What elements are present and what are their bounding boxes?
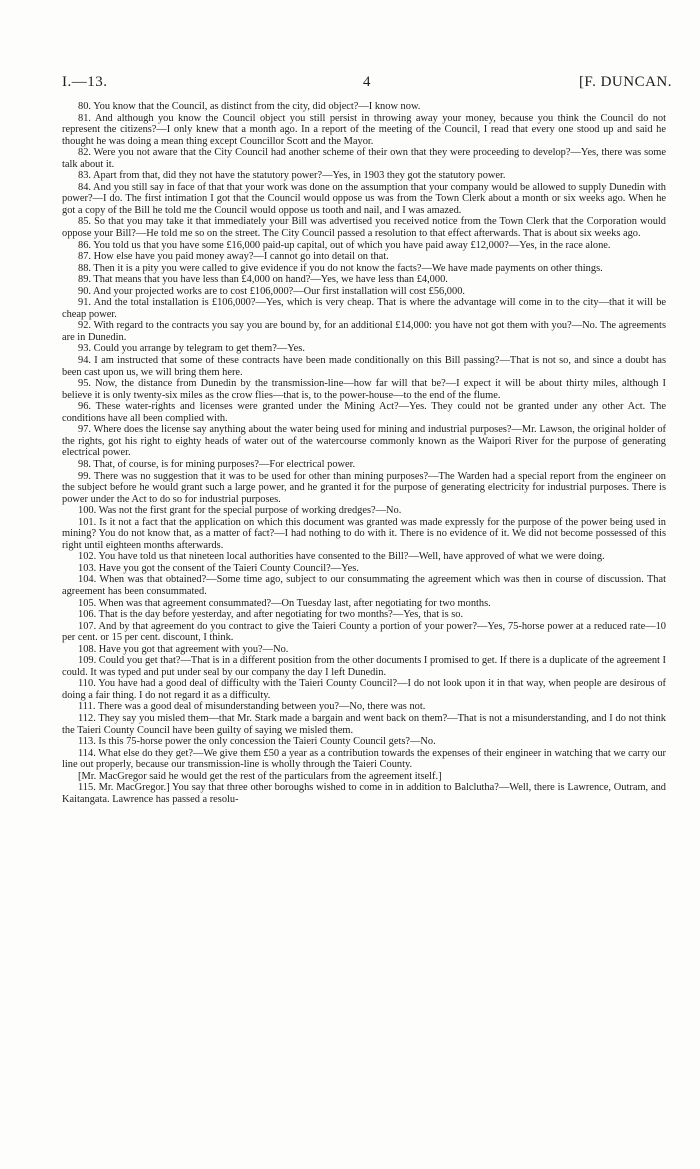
question-81: 81. And although you know the Council object you still persist in throwing away your money, because you think the Council do not represent the citizens?—I only knew that a month ago. In a report of the meeting of the Council, I read that every one stood up and said he thought he was doing a mean thing except Councillor Scott and the Mayor.: [62, 112, 666, 147]
question-86: 86. You told us that you have some £16,000 paid-up capital, out of which you have paid away £12,000?—Yes, in the race alone.: [78, 239, 611, 251]
question-96: 96. These water-rights and licenses were granted under the Mining Act?—Yes. They could not be granted under any other Act. The conditions have all been complied with.: [62, 401, 666, 424]
question-111: 111. There was a good deal of misunderstanding between you?—No, there was not.: [78, 701, 426, 713]
question-99: 99. There was no suggestion that it was to be used for other than mining purposes?—The Warden had a special report from the engineer on the subject before he would grant such a large power, and he granted it for the purpose of generating electricity for industrial purposes. There is power under the Act to do so for industrial purposes.: [62, 470, 666, 505]
page-number: 4: [363, 74, 371, 90]
question-114: 114. What else do they get?—We give them £50 a year as a contribution towards the expenses of their engineer in watching that we carry our line out properly, because our transmission-line is wholly through the Taieri County.: [62, 747, 666, 771]
question-113: 113. Is this 75-horse power the only concession the Taieri County Council gets?—No.: [78, 736, 436, 748]
question-104: 104. When was that obtained?—Some time ago, subject to our consummating the agreement which was then in course of discussion. That agreement has been consummated.: [62, 574, 666, 597]
bracketed-note: [Mr. MacGregor said he would get the rest of the particulars from the agreement itself.]: [78, 770, 442, 782]
question-83: 83. Apart from that, did they not have the statutory power?—Yes, in 1903 they got the statutory power.: [78, 170, 506, 182]
question-84: 84. And you still say in face of that that your work was done on the assumption that your company would be allowed to supply Dunedin with power?—I do. The first intimation I got that the Council would oppose us was from the Town Clerk about a month or six weeks ago. When he got a copy of the Bill he told me the Council would oppose us tooth and nail, and I was amazed.: [62, 181, 666, 216]
question-109: 109. Could you get that?—That is in a different position from the other documents I promised to get. If there is a duplicate of the agreement I could. It was typed and put under seal by our company the day I left Dunedin.: [62, 655, 666, 678]
testimony-text: [62, 101, 666, 805]
question-106: 106. That is the day before yesterday, and after negotiating for two months?—Yes, that is so.: [78, 609, 464, 621]
question-89: 89. That means that you have less than £4,000 on hand?—Yes, we have less than £4,000.: [78, 274, 448, 286]
question-97: 97. Where does the license say anything about the water being used for mining and industrial purposes?—Mr. Lawson, the original holder of the rights, got his right to eighty heads of water out of the watercourse commonly known as the Waipori River for the purpose of generating electrical power.: [62, 424, 666, 459]
question-88: 88. Then it is a pity you were called to give evidence if you do not know the facts?—We have made payments on other things.: [78, 262, 603, 274]
question-105: 105. When was that agreement consummated?—On Tuesday last, after negotiating for two months.: [78, 597, 491, 609]
witness-name: [F. DUNCAN.: [578, 74, 672, 90]
question-85: 85. So that you may take it that immediately your Bill was advertised you received notice from the Town Clerk that the Corporation would oppose your Bill?—He told me so on the street. The City Council passed a resolution to that effect afterwards. That is about six weeks ago.: [62, 216, 666, 240]
question-92: 92. With regard to the contracts you say you are bound by, for an additional £14,000: you have not got them with you?—No. The agreements are in Dunedin.: [62, 320, 666, 343]
question-82: 82. Were you not aware that the City Council had another scheme of their own that they were proceeding to develop?—Yes, there was some talk about it.: [62, 147, 666, 170]
question-102: 102. You have told us that nineteen local authorities have consented to the Bill?—Well, have approved of what we were doing.: [78, 551, 605, 563]
question-80: 80. You know that the Council, as distinct from the city, did object?—I know now.: [78, 101, 421, 112]
question-93: 93. Could you arrange by telegram to get them?—Yes.: [78, 343, 305, 355]
question-94: 94. I am instructed that some of these contracts have been made conditionally on this Bill passing?—That is not so, and since a doubt has been cast upon us, we will bring them here.: [62, 355, 666, 378]
paper-reference: I.—13.: [62, 74, 108, 90]
question-103: 103. Have you got the consent of the Taieri County Council?—Yes.: [78, 562, 359, 574]
question-108: 108. Have you got that agreement with you?—No.: [78, 643, 289, 655]
question-101: 101. Is it not a fact that the application on which this document was granted was made expressly for the purpose of the power being used in mining? You do not know that, as a matter of fact?—I had nothing to do with it. There is no evidence of it. We did not become possessed of this right until eighteen months afterwards.: [62, 516, 666, 551]
question-87: 87. How else have you paid money away?—I cannot go into detail on that.: [78, 251, 389, 263]
question-90: 90. And your projected works are to cost £106,000?—Our first installation will cost £56,000.: [78, 285, 465, 297]
question-95: 95. Now, the distance from Dunedin by the transmission-line—how far will that be?—I expect it will be about thirty miles, although I believe it is only twenty-six miles as the crow flies—that is, to the power-house—to the end of the flume.: [62, 378, 666, 401]
question-107: 107. And by that agreement do you contract to give the Taieri County a portion of your power?—Yes, 75-horse power at a reduced rate—10 per cent. or 15 per cent. discount, I think.: [62, 620, 666, 644]
question-98: 98. That, of course, is for mining purposes?—For electrical power.: [78, 458, 356, 470]
question-110: 110. You have had a good deal of difficulty with the Taieri County Council?—I do not look upon it in that way, when people are desirous of doing a fair thing. I do not regard it as a difficulty.: [62, 678, 666, 701]
question-100: 100. Was not the first grant for the special purpose of working dredges?—No.: [78, 505, 402, 517]
page-header: [62, 74, 672, 94]
question-115: 115. Mr. MacGregor.] You say that three other boroughs wished to come in in addition to Balclutha?—Well, there is Lawrence, Outram, and Kaitangata. Lawrence has passed a resolu-: [62, 782, 666, 805]
question-112: 112. They say you misled them—that Mr. Stark made a bargain and went back on them?—That is not a misunderstanding, and I do not think the Taieri County Council have been guilty of saying we misled them.: [62, 712, 666, 736]
question-91: 91. And the total installation is £106,000?—Yes, which is very cheap. That is where the advantage will come in to the city—that it will be cheap power.: [62, 297, 666, 320]
